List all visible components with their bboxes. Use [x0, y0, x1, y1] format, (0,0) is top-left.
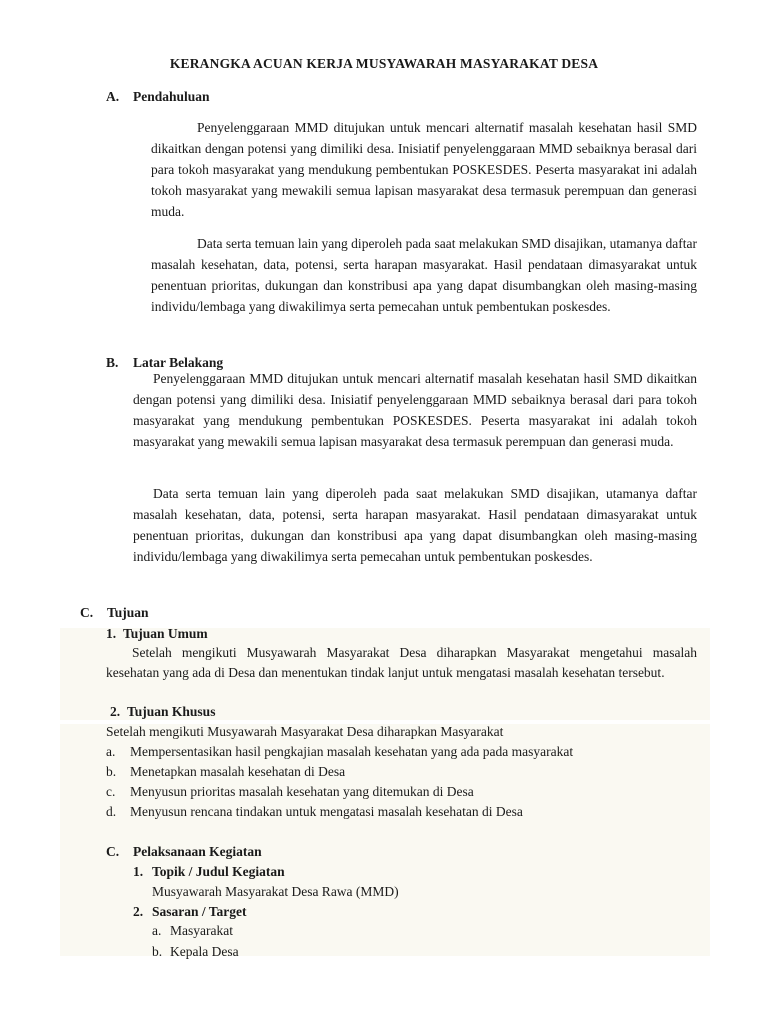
tujuan-khusus-number: 2. [110, 704, 121, 719]
section-d-title: Pelaksanaan Kegiatan [133, 844, 262, 859]
list-item [152, 944, 239, 960]
tujuan-umum-title: Tujuan Umum [123, 626, 208, 641]
list-item-letter: b. [106, 764, 117, 779]
topik-title: Topik / Judul Kegiatan [152, 864, 285, 879]
list-item [152, 923, 233, 939]
section-b-title: Latar Belakang [133, 355, 224, 370]
section-a-paragraph-2: Data serta temuan lain yang diperoleh pada saat melakukan SMD disajikan, utamanya daftar masalah kesehatan, data, potensi, serta harapan masyarakat. Hasil pendataan dimasyarakat untuk penentuan prioritas, dukungan dan konstribusi apa yang dapat disumbangkan oleh masing-masing individu/lembaga yang diwakilimya serta pemecahan untuk pembentukan poskesdes. [151, 236, 697, 314]
tujuan-khusus-intro: Setelah mengikuti Musyawarah Masyarakat Desa diharapkan Masyarakat [106, 724, 504, 739]
list-item [106, 744, 573, 760]
section-a-heading [106, 89, 210, 105]
list-item-text: Menyusun prioritas masalah kesehatan yang ditemukan di Desa [130, 784, 474, 799]
section-a-letter: A. [106, 89, 120, 104]
tujuan-umum-heading [106, 626, 208, 642]
section-a-paragraph-1: Penyelenggaraan MMD ditujukan untuk mencari alternatif masalah kesehatan hasil SMD dikaitkan dengan potensi yang dimiliki desa. Inisiatif penyelenggaraan MMD sebaiknya berasal dari para tokoh masyarakat yang mendukung pembentukan POSKESDES. Peserta masyarakat ini adalah tokoh masyarakat yang mewakili semua lapisan masyarakat desa termasuk perempuan dan generasi muda. [151, 120, 697, 219]
section-b-paragraph-2: Data serta temuan lain yang diperoleh pada saat melakukan SMD disajikan, utamanya daftar masalah kesehatan, data, potensi, serta harapan masyarakat. Hasil pendataan dimasyarakat untuk penentuan prioritas, dukungan dan konstribusi apa yang dapat disumbangkan oleh masing-masing individu/lembaga yang diwakilimya serta pemecahan untuk pembentukan poskesdes. [133, 486, 697, 564]
tujuan-khusus-heading [110, 704, 215, 720]
topik-number: 1. [133, 864, 144, 879]
section-d-letter: C. [106, 844, 120, 859]
sasaran-number: 2. [133, 904, 144, 919]
tujuan-khusus-title: Tujuan Khusus [127, 704, 216, 719]
section-b-paragraph-1: Penyelenggaraan MMD ditujukan untuk mencari alternatif masalah kesehatan hasil SMD dikaitkan dengan potensi yang dimiliki desa. Inisiatif penyelenggaraan MMD sebaiknya berasal dari para tokoh masyarakat yang mendukung pembentukan POSKESDES. Peserta masyarakat ini adalah tokoh masyarakat yang mewakili semua lapisan masyarakat desa termasuk perempuan dan generasi muda. [133, 371, 697, 449]
document-title: KERANGKA ACUAN KERJA MUSYAWARAH MASYARAKAT DESA [169, 56, 599, 71]
section-c-heading [80, 605, 149, 621]
topik-heading [133, 864, 285, 880]
list-item-text: Menetapkan masalah kesehatan di Desa [130, 764, 346, 779]
list-item-letter: c. [106, 784, 116, 799]
list-item-text: Masyarakat [170, 923, 233, 938]
list-item [106, 784, 474, 800]
section-c-letter: C. [80, 605, 94, 620]
list-item [106, 804, 523, 820]
list-item-letter: d. [106, 804, 117, 819]
sasaran-title: Sasaran / Target [152, 904, 247, 919]
section-d-heading [106, 844, 262, 860]
section-c-title: Tujuan [107, 605, 149, 620]
list-item-text: Menyusun rencana tindakan untuk mengatasi masalah kesehatan di Desa [130, 804, 523, 819]
section-b-letter: B. [106, 355, 119, 370]
sasaran-heading [133, 904, 247, 920]
tujuan-umum-number: 1. [106, 626, 117, 641]
list-item-letter: a. [106, 744, 116, 759]
tujuan-umum-paragraph: Setelah mengikuti Musyawarah Masyarakat Desa diharapkan Masyarakat mengetahui masalah kesehatan yang ada di Desa dan menentukan tindak lanjut untuk mengatasi masalah kesehatan tersebut. [106, 645, 697, 680]
topik-text: Musyawarah Masyarakat Desa Rawa (MMD) [152, 884, 399, 899]
list-item-letter: a. [152, 923, 162, 938]
list-item-text: Mempersentasikan hasil pengkajian masalah kesehatan yang ada pada masyarakat [130, 744, 574, 759]
list-item-letter: b. [152, 944, 163, 959]
section-a-title: Pendahuluan [133, 89, 210, 104]
list-item-text: Kepala Desa [170, 944, 239, 959]
list-item [106, 764, 345, 780]
